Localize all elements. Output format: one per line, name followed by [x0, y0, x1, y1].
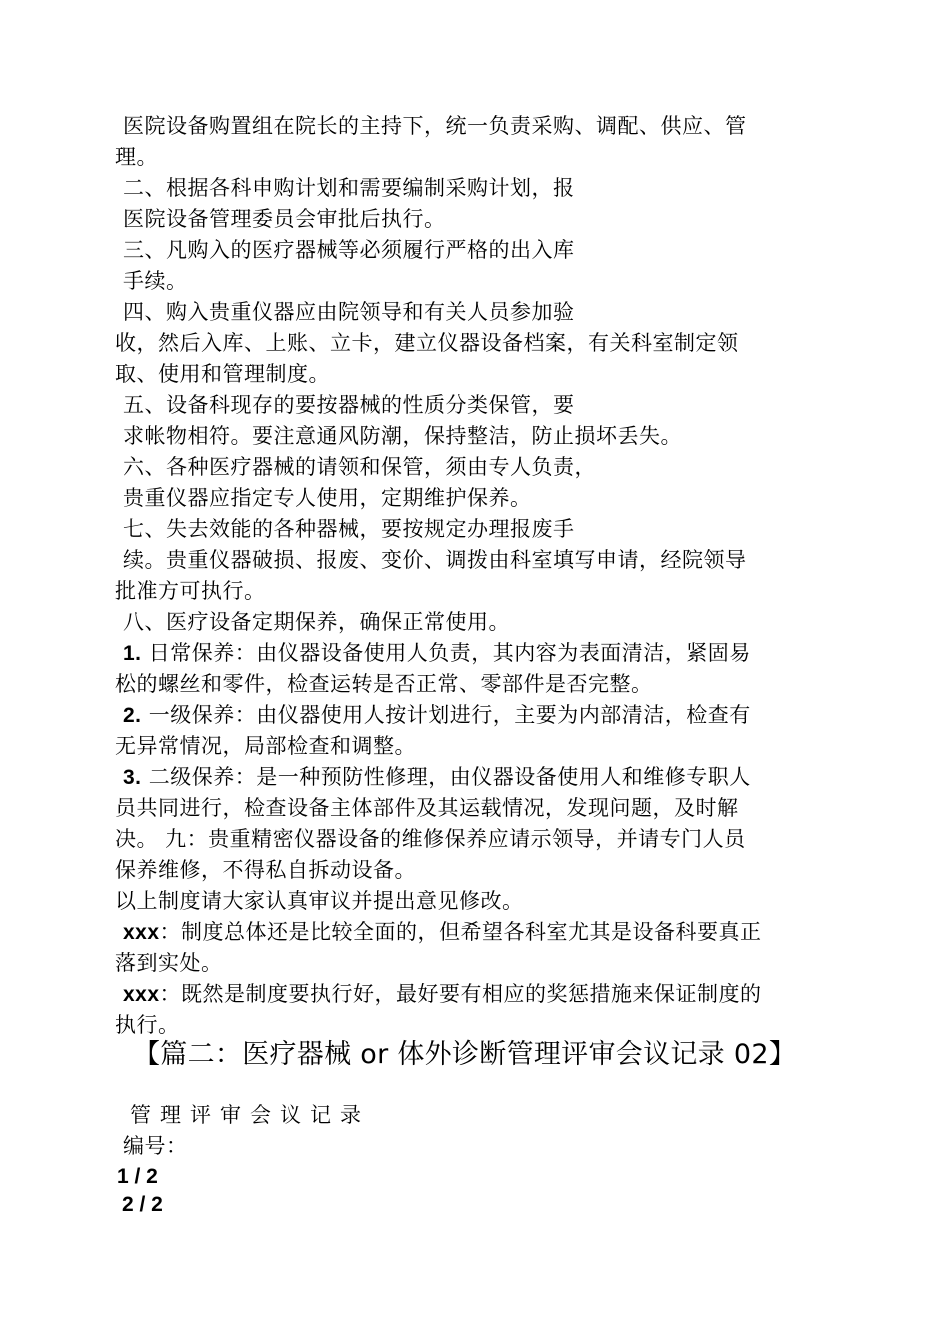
text-line: 八、医疗设备定期保养，确保正常使用。: [123, 610, 510, 634]
item-number: 1.: [123, 642, 142, 665]
page-number: 1 / 2: [117, 1165, 158, 1188]
item-number: 3.: [123, 766, 142, 789]
text-line: 保养维修，不得私自拆动设备。: [115, 858, 416, 882]
text-line: 五、设备科现存的要按器械的性质分类保管，要: [123, 393, 575, 417]
list-item: [123, 701, 751, 730]
text-line: 松的螺丝和零件，检查运转是否正常、零部件是否完整。: [115, 672, 653, 696]
list-item: [123, 763, 751, 792]
page-number: 2 / 2: [122, 1193, 163, 1216]
text-line: 收，然后入库、上账、立卡，建立仪器设备档案，有关科室制定领: [115, 331, 739, 355]
item-text: 一级保养：由仪器使用人按计划进行，主要为内部清洁，检查有: [141, 703, 751, 727]
text-line: 取、使用和管理制度。: [115, 362, 330, 386]
text-line: 执行。: [115, 1013, 180, 1037]
commenter-name: xxx: [123, 983, 160, 1006]
text-line: 手续。: [123, 269, 188, 293]
text-line: 理。: [115, 145, 158, 169]
text-line: 四、购入贵重仪器应由院领导和有关人员参加验: [123, 300, 575, 324]
text-line: 三、凡购入的医疗器械等必须履行严格的出入库: [123, 238, 575, 262]
list-item: [123, 639, 751, 668]
text-line: 二、根据各科申购计划和需要编制采购计划，报: [123, 176, 575, 200]
item-text: 二级保养：是一种预防性修理，由仪器设备使用人和维修专职人: [141, 765, 751, 789]
text-line: 医院设备购置组在院长的主持下，统一负责采购、调配、供应、管: [123, 114, 747, 138]
section-title: 【篇二：医疗器械 or 体外诊断管理评审会议记录 02】: [133, 1039, 797, 1070]
text-line: 决。 九：贵重精密仪器设备的维修保养应请示领导，并请专门人员: [115, 827, 746, 851]
comment-line: [123, 918, 762, 947]
comment-text: ：制度总体还是比较全面的，但希望各科室尤其是设备科要真正: [159, 920, 762, 944]
text-line: 医院设备管理委员会审批后执行。: [123, 207, 446, 231]
text-line: 员共同进行，检查设备主体部件及其运载情况，发现问题，及时解: [115, 796, 739, 820]
commenter-name: xxx: [123, 921, 160, 944]
record-title: 管理评审会议记录: [130, 1103, 370, 1127]
text-line: 无异常情况，局部检查和调整。: [115, 734, 416, 758]
item-number: 2.: [123, 704, 142, 727]
text-line: 六、各种医疗器械的请领和保管，须由专人负责，: [123, 455, 596, 479]
text-line: 求帐物相符。要注意通风防潮，保持整洁，防止损坏丢失。: [123, 424, 682, 448]
serial-label: 编号：: [123, 1134, 188, 1158]
text-line: 批准方可执行。: [115, 579, 266, 603]
text-line: 七、失去效能的各种器械，要按规定办理报废手: [123, 517, 575, 541]
comment-line: [123, 980, 762, 1009]
text-line: 贵重仪器应指定专人使用，定期维护保养。: [123, 486, 532, 510]
comment-text: ：既然是制度要执行好，最好要有相应的奖惩措施来保证制度的: [159, 982, 762, 1006]
text-line: 续。贵重仪器破损、报废、变价、调拨由科室填写申请，经院领导: [123, 548, 747, 572]
text-line: 落到实处。: [115, 951, 223, 975]
text-line: 以上制度请大家认真审议并提出意见修改。: [115, 889, 524, 913]
item-text: 日常保养：由仪器设备使用人负责，其内容为表面清洁，紧固易: [141, 641, 751, 665]
